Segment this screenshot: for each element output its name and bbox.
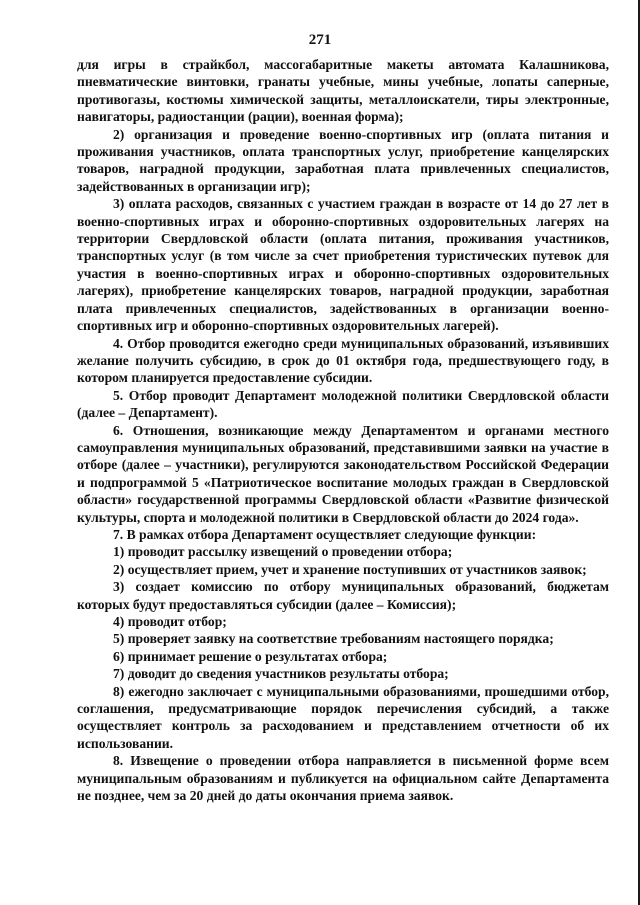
paragraph-continuation: для игры в страйкбол, массогабаритные макеты автомата Калашникова, пневматические винтовки, гранаты учебные, мины учебные, лопаты саперные, противогазы, костюмы химической защиты, металлоискатели, тиры электронные, навигаторы, радиостанции (рации), военная форма); xyxy=(77,57,609,125)
function-item-6: 6) принимает решение о результатах отбора; xyxy=(113,648,388,664)
function-item-4: 4) проводит отбор; xyxy=(113,614,227,629)
paragraph-clause-8: 8. Извещение о проведении отбора направляется в письменной форме всем муниципальным образованиям и публикуется на официальном сайте Департамента не позднее, чем за 20 дней до даты окончания приема заявок. xyxy=(77,753,609,804)
page-number: 271 xyxy=(308,32,332,48)
function-item-3: 3) создает комиссию по отбору муниципальных образований, бюджетам которых будут предоставляться субсидии (далее – Комиссия); xyxy=(77,579,609,612)
paragraph-clause-5: 5. Отбор проводит Департамент молодежной политики Свердловской области (далее – Департамент). xyxy=(77,387,609,421)
function-item-1: 1) проводит рассылку извещений о проведении отбора; xyxy=(113,544,453,560)
document-body xyxy=(77,56,609,804)
function-item-8: 8) ежегодно заключает с муниципальными образованиями, прошедшими отбор, соглашения, предусматривающие порядок перечисления субсидий, а также осуществляет контроль за расходованием и представлением отчетности об их использовании. xyxy=(77,683,609,751)
paragraph-clause-6: 6. Отношения, возникающие между Департаментом и органами местного самоуправления муниципальных образований, представившими заявки на участие в отборе (далее – участники), регулируются законодательством Российской Федерации и подпрограммой 5 «Патриотическое воспитание молодых граждан в Свердловской области» государственной программы Свердловской области «Развитие физической культуры, спорта и молодежной политики в Свердловской области до 2024 года». xyxy=(77,422,609,525)
paragraph-item-3: 3) оплата расходов, связанных с участием граждан в возрасте от 14 до 27 лет в военно-спортивных играх и оборонно-спортивных оздоровительных лагерях на территории Свердловской области (оплата питания, проживания участников, транспортных услуг (в том числе за счет приобретения туристических путевок для участия в военно-спортивных играх и оборонно-спортивных оздоровительных лагерях), приобретение канцелярских товаров, наградной продукции, заработная плата привлеченных специалистов, задействованных в организации военно-спортивных игр и оборонно-спортивных оздоровительных лагерей). xyxy=(77,196,609,334)
paragraph-item-2: 2) организация и проведение военно-спортивных игр (оплата питания и проживания участников, оплата транспортных услуг, приобретение канцелярских товаров, наградной продукции, заработная плата привлеченных специалистов, задействованных в организации игр); xyxy=(77,126,609,194)
function-item-5: 5) проверяет заявку на соответствие требованиям настоящего порядка; xyxy=(113,631,554,647)
paragraph-clause-4: 4. Отбор проводится ежегодно среди муниципальных образований, изъявивших желание получить субсидию, в срок до 01 октября года, предшествующего году, в котором планируется предоставление субсидии. xyxy=(77,335,609,386)
paragraph-clause-7: 7. В рамках отбора Департамент осуществляет следующие функции: xyxy=(113,526,537,542)
function-item-2: 2) осуществляет прием, учет и хранение поступивших от участников заявок; xyxy=(113,561,587,577)
function-item-7: 7) доводит до сведения участников результаты отбора; xyxy=(113,666,449,682)
